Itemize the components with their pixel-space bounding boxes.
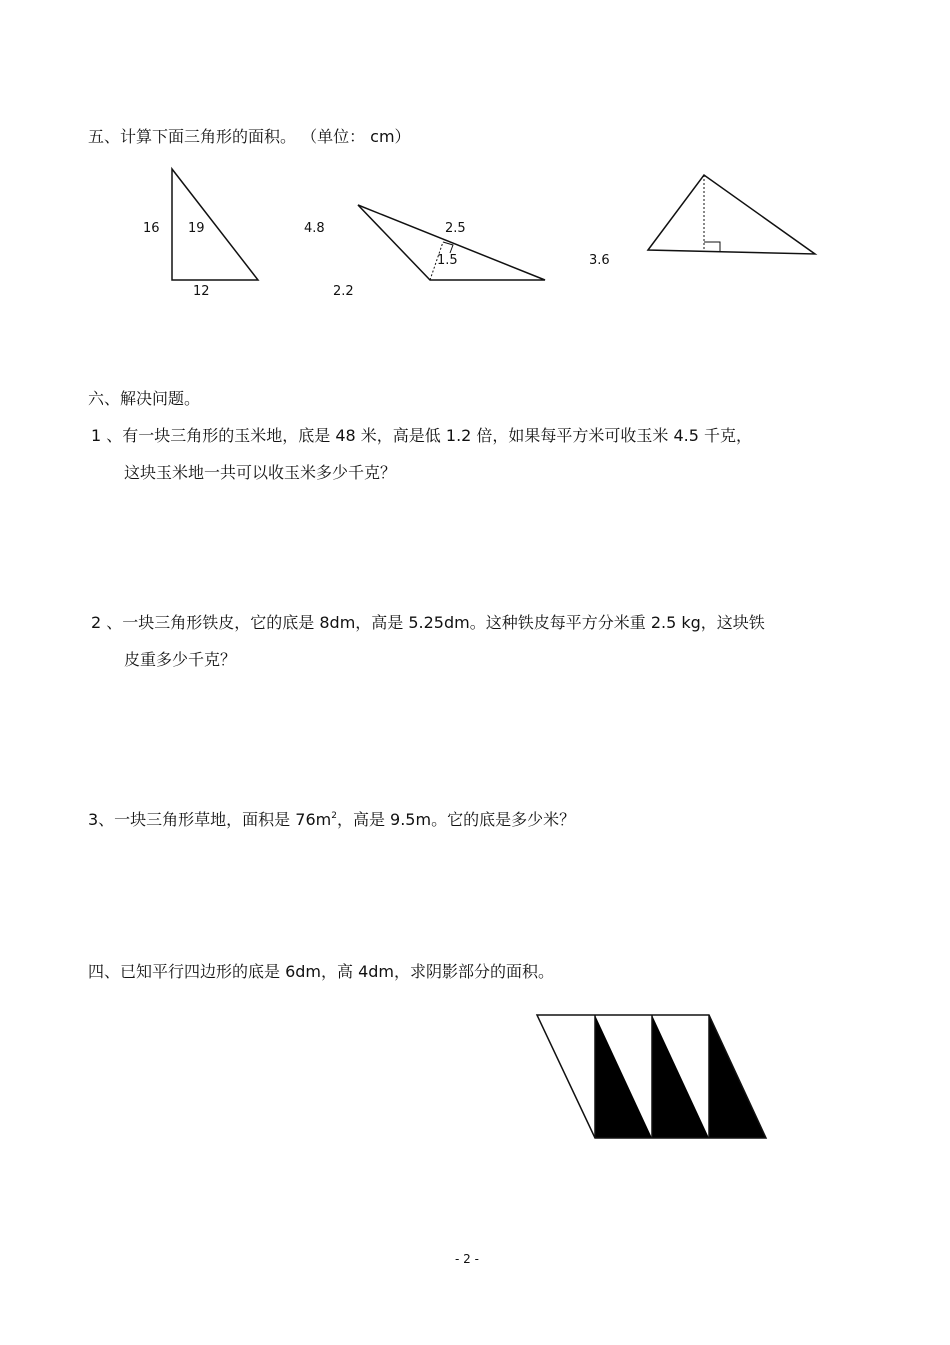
fig1-left-label: 16 [143,221,160,236]
section-4-heading: 四、已知平行四边形的底是 6dm，高 4dm，求阴影部分的面积。 [88,962,555,981]
question-3-pre: 3、一块三角形草地，面积是 76m [88,810,332,829]
shaded-triangle-2 [652,1015,709,1138]
section-5-heading: 五、计算下面三角形的面积。 （单位： cm） [88,127,411,146]
question-1-line-2: 这块玉米地一共可以收玉米多少千克？ [124,463,397,482]
fig1-hyp-label: 19 [188,221,205,236]
fig3-left-label: 3.6 [589,253,610,268]
question-2-line-1: 2 、一块三角形铁皮，它的底是 8dm，高是 5.25dm。这种铁皮每平方分米重 2.5 kg，这块铁 [91,613,765,632]
fig2-bottom-label: 2.2 [333,284,354,299]
fig2-height-label: 1.5 [437,253,458,268]
question-1-line-1: 1 、有一块三角形的玉米地，底是 48 米，高是低 1.2 倍，如果每平方米可收玉米 4.5 千克， [91,426,753,445]
fig1-bottom-label: 12 [193,284,210,299]
shaded-triangle-1 [595,1015,652,1138]
section-6-heading: 六、解决问题。 [88,389,201,408]
fig2-top-label: 2.5 [445,221,466,236]
question-3-superscript: 2 [331,811,337,821]
question-2-line-2: 皮重多少千克？ [124,650,237,669]
page-number: - 2 - [455,1252,479,1266]
question-3-post: ，高是 9.5m。它的底是多少米？ [336,810,576,829]
fig2-left-label: 4.8 [304,221,325,236]
